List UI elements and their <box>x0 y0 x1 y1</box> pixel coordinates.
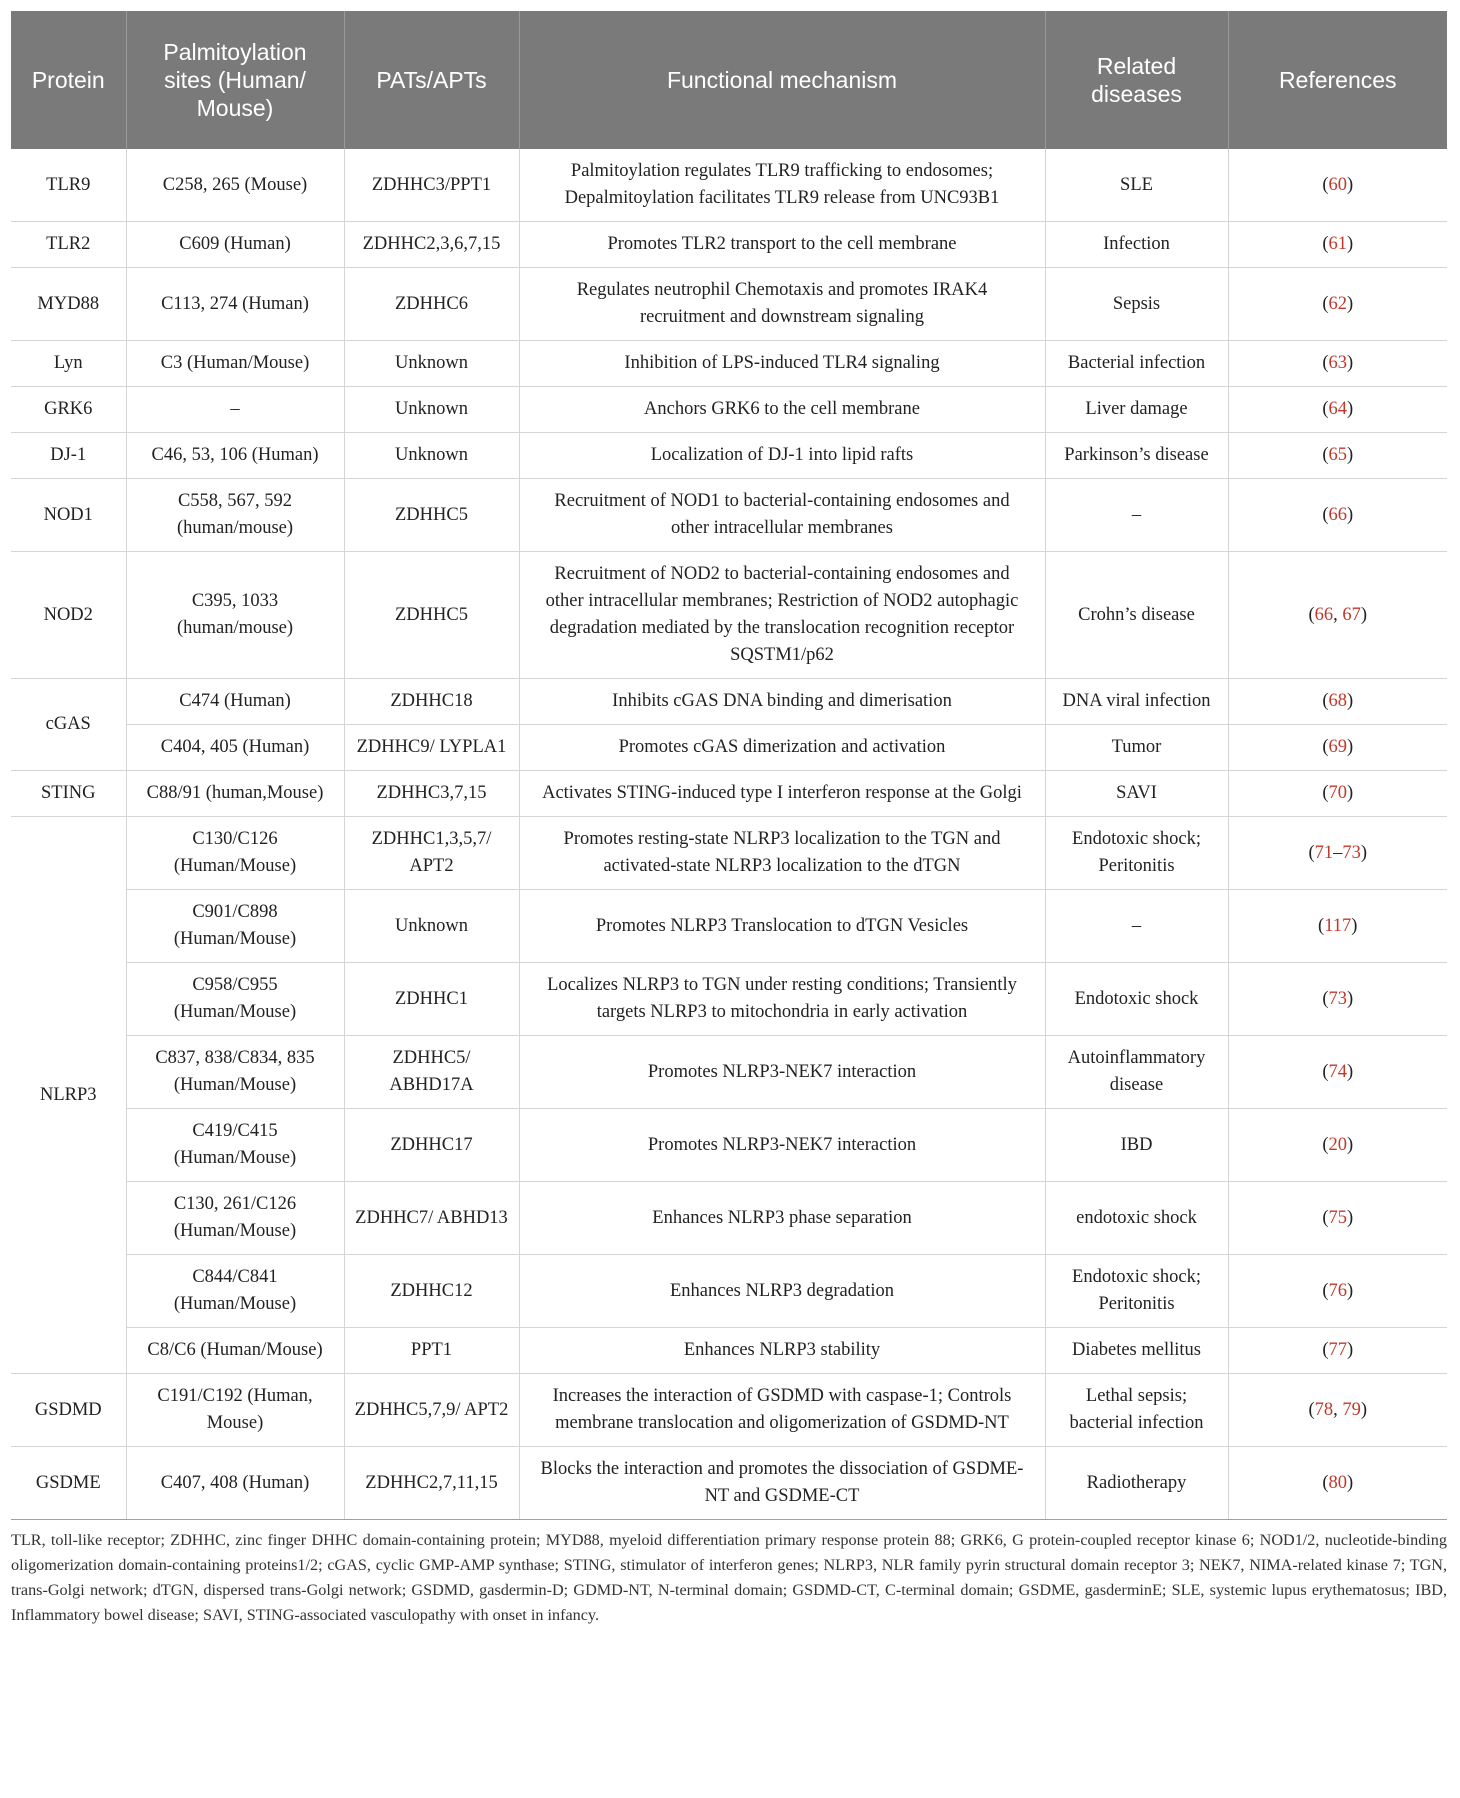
cell-site: C901/C898 (Human/Mouse) <box>126 890 344 963</box>
header-pats: PATs/APTs <box>344 11 519 149</box>
cell-references: (66, 67) <box>1228 552 1447 679</box>
reference-link[interactable]: 73 <box>1328 988 1347 1009</box>
cell-disease: Crohn’s disease <box>1045 552 1228 679</box>
reference-link[interactable]: 74 <box>1328 1061 1347 1082</box>
table-row <box>11 1255 1447 1328</box>
table-row <box>11 1109 1447 1182</box>
cell-site: C558, 567, 592 (human/mouse) <box>126 479 344 552</box>
header-protein: Protein <box>11 11 126 149</box>
cell-pats: ZDHHC2,3,6,7,15 <box>344 222 519 268</box>
header-sites: Palmitoylation sites (Human/ Mouse) <box>126 11 344 149</box>
cell-references: (80) <box>1228 1447 1447 1520</box>
cell-references: (66) <box>1228 479 1447 552</box>
reference-link[interactable]: 76 <box>1328 1280 1347 1301</box>
reference-link[interactable]: 80 <box>1328 1472 1347 1493</box>
cell-pats: ZDHHC18 <box>344 679 519 725</box>
table-row <box>11 963 1447 1036</box>
cell-protein: cGAS <box>11 679 126 771</box>
cell-protein: NLRP3 <box>11 817 126 1374</box>
table-row <box>11 1036 1447 1109</box>
cell-pats: ZDHHC17 <box>344 1109 519 1182</box>
table-row <box>11 1447 1447 1520</box>
cell-mechanism: Inhibits cGAS DNA binding and dimerisation <box>519 679 1045 725</box>
cell-mechanism: Promotes NLRP3 Translocation to dTGN Vesicles <box>519 890 1045 963</box>
cell-pats: Unknown <box>344 890 519 963</box>
reference-link[interactable]: 69 <box>1328 737 1347 757</box>
cell-disease: Endotoxic shock <box>1045 963 1228 1036</box>
cell-references: (69) <box>1228 725 1447 771</box>
cell-pats: ZDHHC2,7,11,15 <box>344 1447 519 1520</box>
cell-pats: ZDHHC5 <box>344 552 519 679</box>
cell-mechanism: Promotes NLRP3-NEK7 interaction <box>519 1109 1045 1182</box>
cell-mechanism: Enhances NLRP3 degradation <box>519 1255 1045 1328</box>
table-row <box>11 479 1447 552</box>
cell-disease: Infection <box>1045 222 1228 268</box>
reference-link[interactable]: 75 <box>1328 1207 1347 1228</box>
cell-site: C130/C126 (Human/Mouse) <box>126 817 344 890</box>
table-row <box>11 341 1447 387</box>
reference-separator: , <box>1333 1399 1343 1420</box>
table-row <box>11 433 1447 479</box>
table-container <box>11 11 1447 1628</box>
reference-link[interactable]: 73 <box>1342 842 1361 863</box>
table-row <box>11 725 1447 771</box>
cell-references: (74) <box>1228 1036 1447 1109</box>
cell-mechanism: Promotes cGAS dimerization and activation <box>519 725 1045 771</box>
cell-disease: Diabetes mellitus <box>1045 1328 1228 1374</box>
reference-link[interactable]: 67 <box>1342 604 1361 625</box>
cell-site: C258, 265 (Mouse) <box>126 149 344 222</box>
cell-disease: Tumor <box>1045 725 1228 771</box>
cell-site: C474 (Human) <box>126 679 344 725</box>
table-row <box>11 268 1447 341</box>
reference-link[interactable]: 77 <box>1328 1340 1347 1360</box>
reference-link[interactable]: 20 <box>1328 1134 1347 1155</box>
cell-references: (20) <box>1228 1109 1447 1182</box>
cell-mechanism: Inhibition of LPS-induced TLR4 signaling <box>519 341 1045 387</box>
reference-separator: , <box>1333 604 1343 625</box>
cell-disease: Liver damage <box>1045 387 1228 433</box>
cell-disease: Autoinflammatory disease <box>1045 1036 1228 1109</box>
cell-pats: ZDHHC6 <box>344 268 519 341</box>
table-row <box>11 679 1447 725</box>
cell-references: (61) <box>1228 222 1447 268</box>
cell-disease: Parkinson’s disease <box>1045 433 1228 479</box>
cell-mechanism: Blocks the interaction and promotes the dissociation of GSDME-NT and GSDME-CT <box>519 1447 1045 1520</box>
cell-disease: Radiotherapy <box>1045 1447 1228 1520</box>
header-mechanism: Functional mechanism <box>519 11 1045 149</box>
cell-references: (78, 79) <box>1228 1374 1447 1447</box>
cell-references: (65) <box>1228 433 1447 479</box>
reference-link[interactable]: 78 <box>1314 1399 1334 1420</box>
cell-disease: Endotoxic shock; Peritonitis <box>1045 817 1228 890</box>
cell-site: C419/C415 (Human/Mouse) <box>126 1109 344 1182</box>
cell-mechanism: Palmitoylation regulates TLR9 trafficking to endosomes; Depalmitoylation facilitates TLR9 release from UNC93B1 <box>519 149 1045 222</box>
cell-disease: Bacterial infection <box>1045 341 1228 387</box>
table-row <box>11 1328 1447 1374</box>
cell-references: (62) <box>1228 268 1447 341</box>
cell-site: C404, 405 (Human) <box>126 725 344 771</box>
table-row <box>11 552 1447 679</box>
cell-pats: Unknown <box>344 433 519 479</box>
cell-references: (77) <box>1228 1328 1447 1374</box>
cell-disease: Sepsis <box>1045 268 1228 341</box>
table-row <box>11 1182 1447 1255</box>
cell-pats: ZDHHC3/PPT1 <box>344 149 519 222</box>
cell-protein: MYD88 <box>11 268 126 341</box>
cell-mechanism: Activates STING-induced type I interferon response at the Golgi <box>519 771 1045 817</box>
cell-protein: GSDME <box>11 1447 126 1520</box>
cell-references: (68) <box>1228 679 1447 725</box>
cell-mechanism: Recruitment of NOD2 to bacterial-containing endosomes and other intracellular membranes; Restriction of NOD2 autophagic degradation mediated by the translocation recognition receptor SQSTM1/p62 <box>519 552 1045 679</box>
cell-site: C837, 838/C834, 835 (Human/Mouse) <box>126 1036 344 1109</box>
palmitoylation-table <box>11 11 1447 1520</box>
cell-pats: Unknown <box>344 387 519 433</box>
cell-site: C958/C955 (Human/Mouse) <box>126 963 344 1036</box>
header-diseases: Related diseases <box>1045 11 1228 149</box>
cell-pats: ZDHHC9/ LYPLA1 <box>344 725 519 771</box>
cell-site: C407, 408 (Human) <box>126 1447 344 1520</box>
reference-link[interactable]: 63 <box>1328 353 1347 373</box>
cell-references: (64) <box>1228 387 1447 433</box>
cell-references: (73) <box>1228 963 1447 1036</box>
cell-site: C609 (Human) <box>126 222 344 268</box>
cell-disease: SLE <box>1045 149 1228 222</box>
cell-mechanism: Recruitment of NOD1 to bacterial-containing endosomes and other intracellular membranes <box>519 479 1045 552</box>
cell-pats: ZDHHC1 <box>344 963 519 1036</box>
cell-site: C46, 53, 106 (Human) <box>126 433 344 479</box>
cell-protein: Lyn <box>11 341 126 387</box>
cell-disease: Lethal sepsis; bacterial infection <box>1045 1374 1228 1447</box>
cell-site: – <box>126 387 344 433</box>
reference-link[interactable]: 65 <box>1328 445 1347 465</box>
cell-disease: DNA viral infection <box>1045 679 1228 725</box>
reference-link[interactable]: 60 <box>1328 174 1347 195</box>
reference-link[interactable]: 66 <box>1314 604 1334 625</box>
cell-mechanism: Enhances NLRP3 phase separation <box>519 1182 1045 1255</box>
cell-mechanism: Increases the interaction of GSDMD with caspase-1; Controls membrane translocation and oligomerization of GSDMD-NT <box>519 1374 1045 1447</box>
cell-site: C113, 274 (Human) <box>126 268 344 341</box>
cell-disease: endotoxic shock <box>1045 1182 1228 1255</box>
reference-link[interactable]: 64 <box>1328 399 1347 419</box>
cell-site: C191/C192 (Human, Mouse) <box>126 1374 344 1447</box>
cell-references: (75) <box>1228 1182 1447 1255</box>
cell-disease: – <box>1045 479 1228 552</box>
cell-mechanism: Anchors GRK6 to the cell membrane <box>519 387 1045 433</box>
reference-separator: – <box>1333 842 1343 863</box>
cell-pats: ZDHHC7/ ABHD13 <box>344 1182 519 1255</box>
cell-site: C8/C6 (Human/Mouse) <box>126 1328 344 1374</box>
table-row <box>11 387 1447 433</box>
cell-pats: ZDHHC5 <box>344 479 519 552</box>
cell-pats: ZDHHC12 <box>344 1255 519 1328</box>
cell-protein: TLR9 <box>11 149 126 222</box>
cell-mechanism: Regulates neutrophil Chemotaxis and promotes IRAK4 recruitment and downstream signaling <box>519 268 1045 341</box>
cell-mechanism: Promotes NLRP3-NEK7 interaction <box>519 1036 1045 1109</box>
cell-pats: PPT1 <box>344 1328 519 1374</box>
reference-link[interactable]: 117 <box>1324 915 1352 936</box>
cell-pats: ZDHHC5,7,9/ APT2 <box>344 1374 519 1447</box>
cell-pats: ZDHHC5/ ABHD17A <box>344 1036 519 1109</box>
cell-disease: Endotoxic shock; Peritonitis <box>1045 1255 1228 1328</box>
cell-references: (70) <box>1228 771 1447 817</box>
header-references: References <box>1228 11 1447 149</box>
cell-references: (76) <box>1228 1255 1447 1328</box>
cell-disease: IBD <box>1045 1109 1228 1182</box>
cell-mechanism: Promotes resting-state NLRP3 localization to the TGN and activated-state NLRP3 localization to the dTGN <box>519 817 1045 890</box>
cell-site: C844/C841 (Human/Mouse) <box>126 1255 344 1328</box>
table-row <box>11 222 1447 268</box>
cell-protein: GRK6 <box>11 387 126 433</box>
reference-link[interactable]: 62 <box>1328 293 1347 314</box>
cell-disease: SAVI <box>1045 771 1228 817</box>
table-row <box>11 1374 1447 1447</box>
table-footnote: TLR, toll-like receptor; ZDHHC, zinc finger DHHC domain-containing protein; MYD88, myeloid differentiation primary response protein 88; GRK6, G protein-coupled receptor kinase 6; NOD1/2, nucleotide-binding oligomerization domain-containing proteins1/2; cGAS, cyclic GMP-AMP synthase; STING, stimulator of interferon genes; NLRP3, NLR family pyrin structural domain receptor 3; NEK7, NIMA-related kinase 7; TGN, trans-Golgi network; dTGN, dispersed trans-Golgi network; GSDMD, gasdermin-D; GDMD-NT, N-terminal domain; GSDMD-CT, C-terminal domain; GSDME, gasderminE; SLE, systemic lupus erythematosus; IBD, Inflammatory bowel disease; SAVI, STING-associated vasculopathy with onset in infancy. <box>11 1531 1447 1624</box>
cell-protein: DJ-1 <box>11 433 126 479</box>
cell-site: C88/91 (human,Mouse) <box>126 771 344 817</box>
table-row <box>11 149 1447 222</box>
cell-protein: TLR2 <box>11 222 126 268</box>
header-row <box>11 11 1447 149</box>
cell-references: (60) <box>1228 149 1447 222</box>
reference-link[interactable]: 70 <box>1328 783 1347 803</box>
cell-protein: STING <box>11 771 126 817</box>
reference-link[interactable]: 61 <box>1328 234 1347 254</box>
cell-references: (117) <box>1228 890 1447 963</box>
cell-protein: NOD1 <box>11 479 126 552</box>
reference-link[interactable]: 66 <box>1328 504 1347 525</box>
cell-protein: NOD2 <box>11 552 126 679</box>
cell-site: C3 (Human/Mouse) <box>126 341 344 387</box>
reference-link[interactable]: 79 <box>1342 1399 1361 1420</box>
cell-mechanism: Promotes TLR2 transport to the cell membrane <box>519 222 1045 268</box>
cell-pats: ZDHHC1,3,5,7/ APT2 <box>344 817 519 890</box>
cell-mechanism: Localization of DJ-1 into lipid rafts <box>519 433 1045 479</box>
cell-references: (71–73) <box>1228 817 1447 890</box>
cell-protein: GSDMD <box>11 1374 126 1447</box>
cell-mechanism: Localizes NLRP3 to TGN under resting conditions; Transiently targets NLRP3 to mitochondria in early activation <box>519 963 1045 1036</box>
cell-pats: Unknown <box>344 341 519 387</box>
cell-site: C130, 261/C126 (Human/Mouse) <box>126 1182 344 1255</box>
table-body <box>11 149 1447 1520</box>
cell-site: C395, 1033 (human/mouse) <box>126 552 344 679</box>
table-row <box>11 817 1447 890</box>
reference-link[interactable]: 71 <box>1314 842 1334 863</box>
table-row <box>11 771 1447 817</box>
cell-references: (63) <box>1228 341 1447 387</box>
cell-disease: – <box>1045 890 1228 963</box>
cell-pats: ZDHHC3,7,15 <box>344 771 519 817</box>
table-row <box>11 890 1447 963</box>
reference-link[interactable]: 68 <box>1328 691 1347 711</box>
cell-mechanism: Enhances NLRP3 stability <box>519 1328 1045 1374</box>
